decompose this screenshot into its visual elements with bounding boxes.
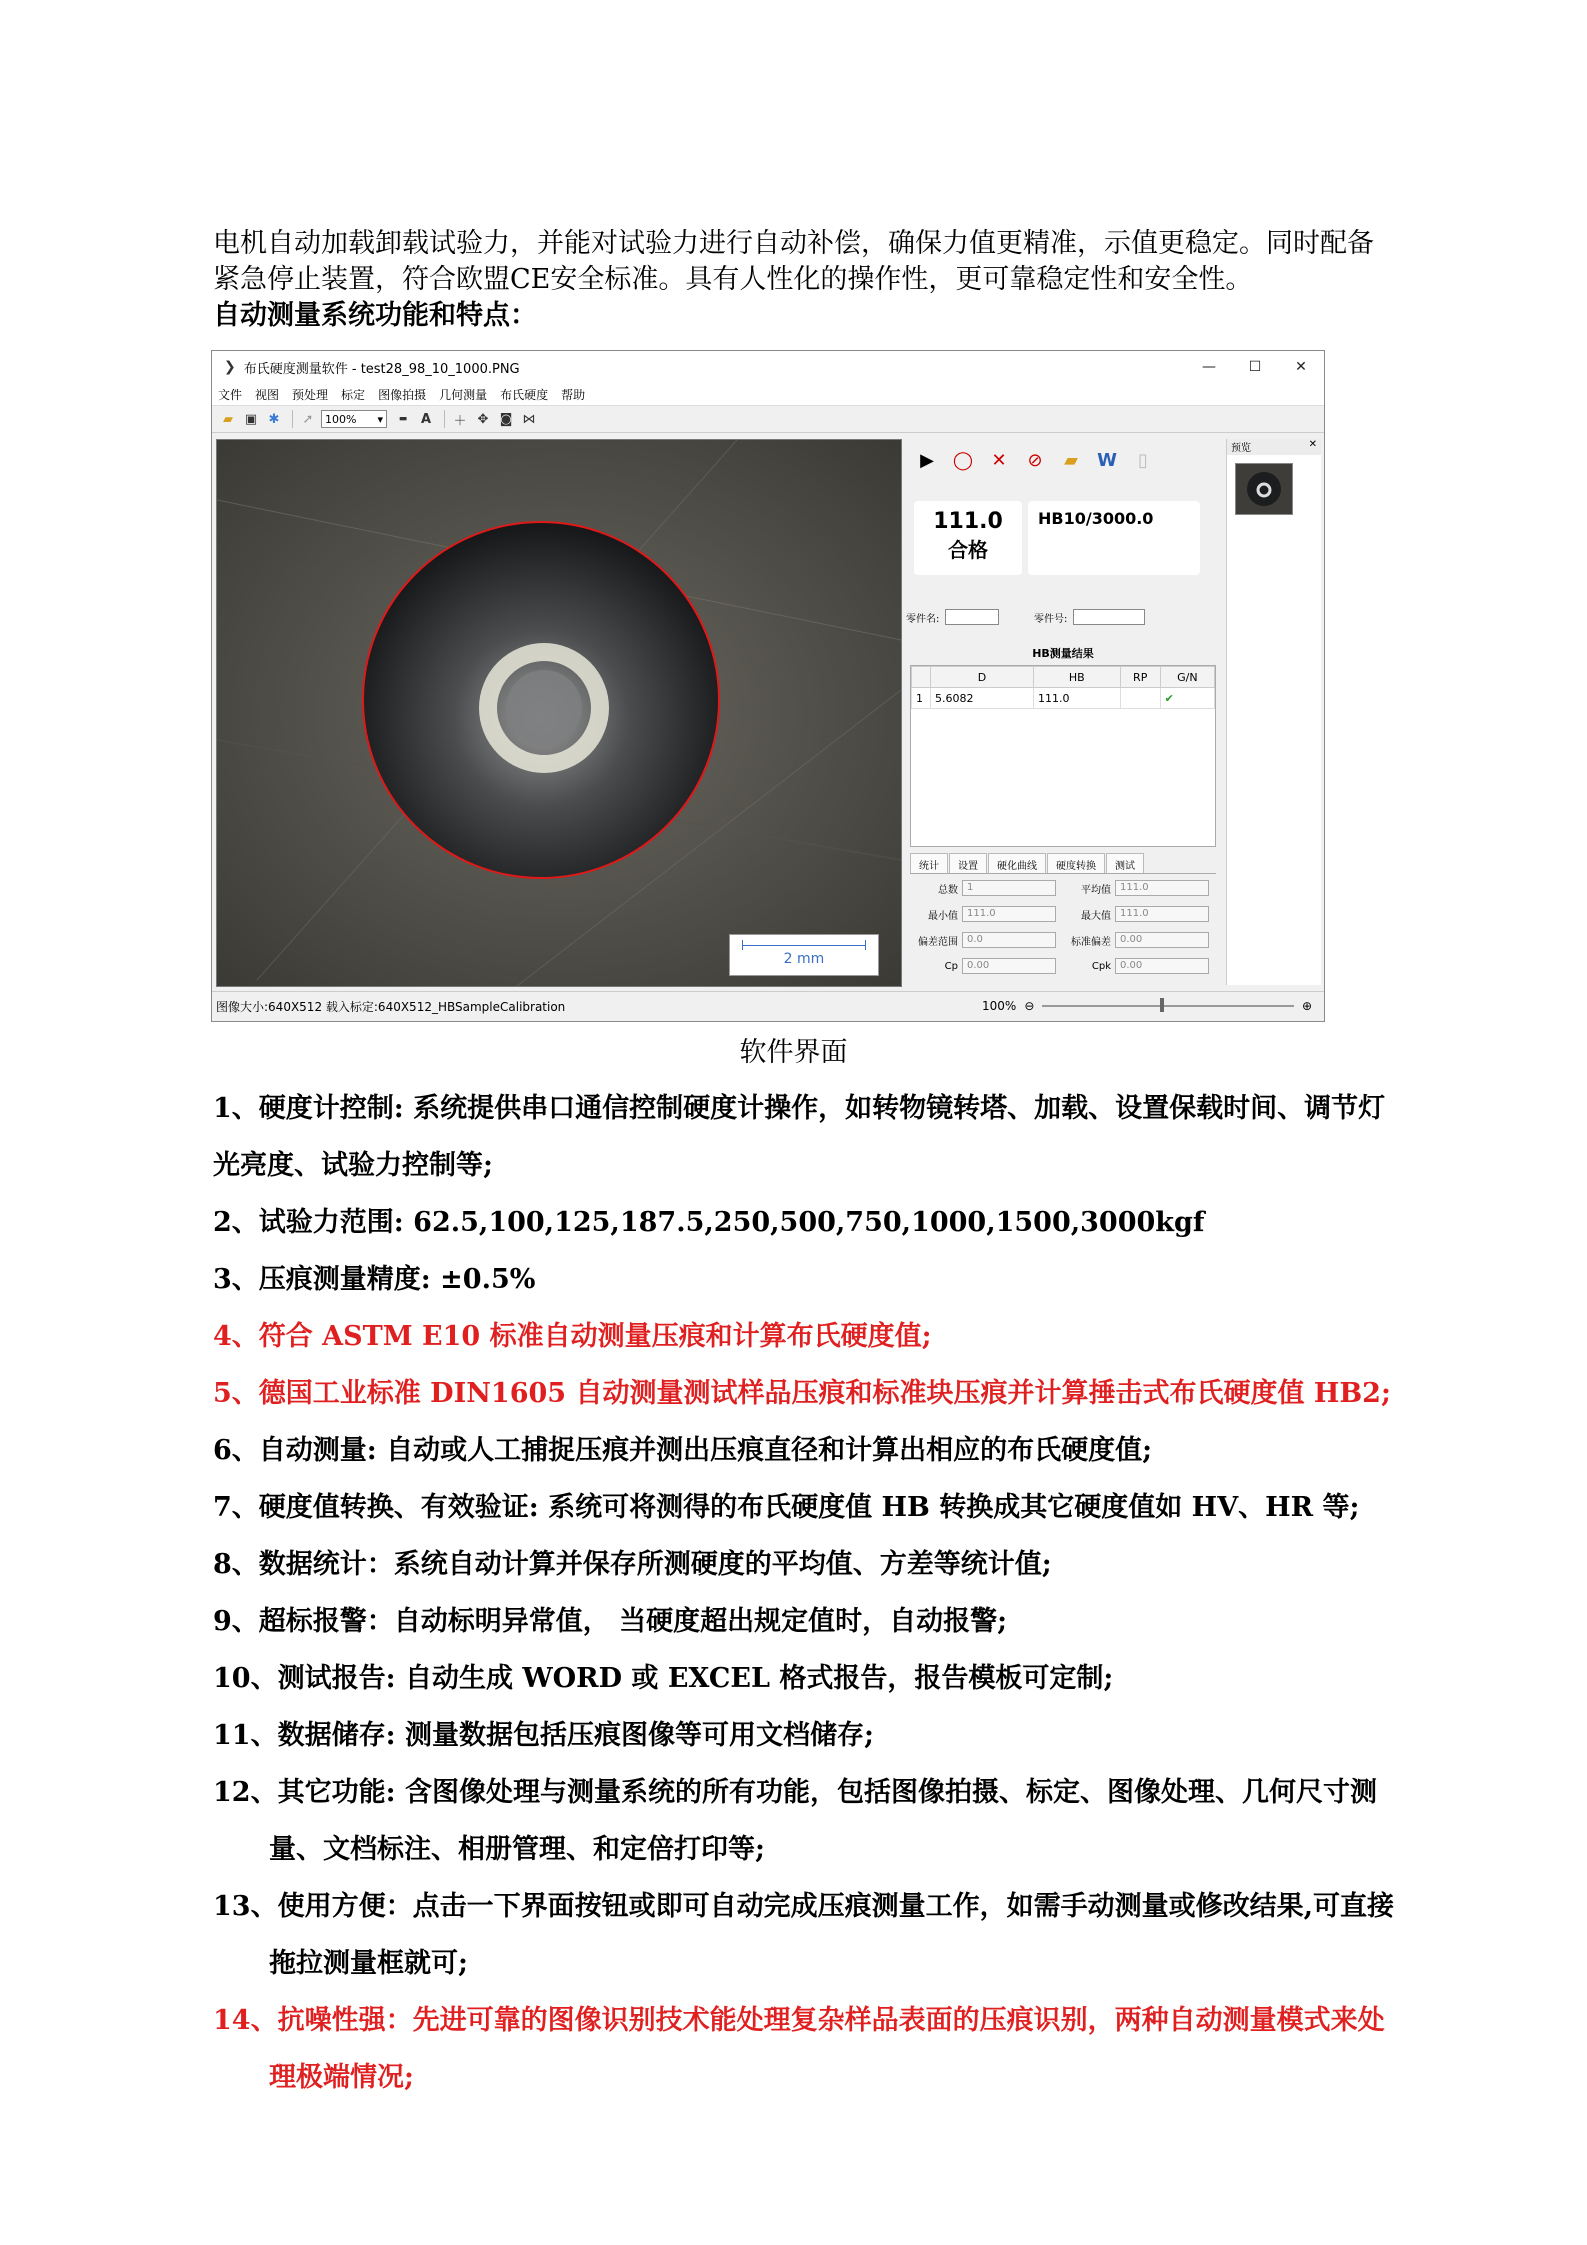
cpk-value: 0.00 bbox=[1115, 958, 1209, 974]
feature-item: 12、其它功能: 含图像处理与测量系统的所有功能，包括图像拍摄、标定、图像处理、几何尺寸测 量、文档标注、相册管理、和定倍打印等; bbox=[213, 1777, 1377, 1865]
row-index: 1 bbox=[912, 688, 931, 709]
col-index bbox=[912, 667, 931, 688]
zoom-in-icon[interactable]: ⊕ bbox=[1301, 999, 1312, 1013]
std-value: 0.00 bbox=[1115, 932, 1209, 948]
title-bar bbox=[212, 351, 1324, 383]
col-gn: G/N bbox=[1160, 667, 1214, 688]
open-file-icon[interactable]: ▰ bbox=[1064, 449, 1078, 471]
toolbar bbox=[212, 405, 1324, 433]
tab-statistics[interactable]: 统计 bbox=[910, 853, 948, 873]
word-report-icon[interactable]: W bbox=[1097, 449, 1117, 471]
menu-help[interactable]: 帮助 bbox=[561, 387, 586, 402]
crosshair-icon[interactable]: ＋ bbox=[453, 413, 467, 429]
results-table bbox=[910, 665, 1216, 847]
scale-label: 2 mm bbox=[783, 951, 825, 967]
cpk-label: Cpk bbox=[1091, 960, 1111, 972]
status-bar bbox=[212, 991, 1324, 1020]
range-value: 0.0 bbox=[962, 932, 1056, 948]
tab-bar bbox=[910, 853, 1216, 874]
intro-line-1: 电机自动加载卸载试验力，并能对试验力进行自动补偿，确保力值更精准，示值更稳定。同时配备 bbox=[213, 228, 1374, 259]
tab-hardening-curve[interactable]: 硬化曲线 bbox=[988, 853, 1046, 873]
col-d: D bbox=[931, 667, 1034, 688]
feature-item: 14、抗噪性强：先进可靠的图像识别技术能处理复杂样品表面的压痕识别，两种自动测量模式来处 理极端情况; bbox=[213, 2005, 1385, 2093]
feature-item: 2、试验力范围: 62.5,100,125,187.5,250,500,750,1000,1500,3000kgf bbox=[213, 1207, 1205, 1238]
save-icon[interactable]: ▣ bbox=[244, 411, 258, 427]
indentation-image bbox=[217, 440, 901, 986]
scale-bar bbox=[729, 934, 879, 976]
thumbnail-panel bbox=[1226, 439, 1321, 985]
part-no-label: 零件号: bbox=[1034, 613, 1068, 625]
min-value: 111.0 bbox=[962, 906, 1056, 922]
app-icon: ❯ bbox=[224, 359, 236, 375]
row-hb: 111.0 bbox=[1033, 688, 1120, 709]
row-d: 5.6082 bbox=[931, 688, 1034, 709]
results-title: HB测量结果 bbox=[1032, 647, 1094, 660]
menu-view[interactable]: 视图 bbox=[255, 387, 280, 402]
check-icon: ✔ bbox=[1160, 688, 1214, 709]
minimize-icon[interactable]: — bbox=[1202, 359, 1216, 375]
text-icon[interactable]: A bbox=[420, 411, 432, 427]
tab-hardness-conversion[interactable]: 硬度转换 bbox=[1047, 853, 1105, 873]
hb-result: 合格 bbox=[948, 538, 988, 562]
figure-caption: 软件界面 bbox=[739, 1037, 848, 1068]
menu-calibrate[interactable]: 标定 bbox=[341, 387, 366, 402]
std-label: 标准偏差 bbox=[1071, 936, 1111, 948]
cp-value: 0.00 bbox=[962, 958, 1056, 974]
close-icon[interactable]: ✕ bbox=[1295, 359, 1307, 375]
menu-capture[interactable]: 图像拍摄 bbox=[378, 387, 427, 402]
pointer-icon[interactable]: ➚ bbox=[302, 411, 314, 427]
zoom-out-icon[interactable]: ⊖ bbox=[1024, 999, 1035, 1013]
statistics-panel bbox=[910, 875, 1216, 979]
delete-icon[interactable]: ✕ bbox=[991, 449, 1007, 471]
result-panel bbox=[904, 439, 1222, 985]
zoom-control bbox=[982, 996, 1312, 1016]
intro-section bbox=[213, 226, 1433, 334]
feature-item: 9、超标报警：自动标明异常值， 当硬度超出规定值时，自动报警; bbox=[213, 1606, 1008, 1637]
feature-list bbox=[213, 1080, 1433, 2106]
menu-geometry[interactable]: 几何测量 bbox=[439, 387, 488, 402]
hb-value: 111.0 bbox=[933, 509, 1003, 534]
max-value: 111.0 bbox=[1115, 906, 1209, 922]
circle-measure-icon[interactable]: ◯ bbox=[952, 449, 974, 471]
section-heading: 自动测量系统功能和特点： bbox=[213, 300, 537, 331]
bowtie-icon[interactable]: ⋈ bbox=[522, 411, 536, 427]
feature-item: 10、测试报告: 自动生成 WORD 或 EXCEL 格式报告，报告模板可定制; bbox=[213, 1663, 1114, 1694]
avg-value: 111.0 bbox=[1115, 880, 1209, 896]
table-row[interactable] bbox=[912, 688, 1215, 709]
software-window bbox=[211, 350, 1325, 1022]
count-label: 总数 bbox=[938, 884, 958, 896]
camera-icon[interactable]: ◙ bbox=[499, 411, 513, 427]
col-rp: RP bbox=[1120, 667, 1160, 688]
part-name-select[interactable] bbox=[945, 609, 999, 625]
feature-item: 3、压痕测量精度: ±0.5% bbox=[213, 1264, 536, 1295]
clear-icon[interactable]: ⊘ bbox=[1027, 449, 1043, 471]
ruler-icon[interactable]: ▬ bbox=[398, 414, 408, 424]
menu-brinell[interactable]: 布氏硬度 bbox=[500, 387, 549, 402]
feature-item: 13、使用方便：点击一下界面按钮或即可自动完成压痕测量工作，如需手动测量或修改结果,可直接 拖拉测量框就可; bbox=[213, 1891, 1394, 1979]
zoom-value: 100% bbox=[325, 412, 357, 426]
feature-item: 7、硬度值转换、有效验证: 系统可将测得的布氏硬度值 HB 转换成其它硬度值如 HV、HR 等; bbox=[213, 1492, 1360, 1523]
hb-standard: HB10/3000.0 bbox=[1028, 501, 1200, 575]
part-name-label: 零件名: bbox=[906, 613, 940, 625]
menu-file[interactable]: 文件 bbox=[218, 387, 243, 402]
open-folder-icon[interactable]: ▰ bbox=[223, 411, 233, 427]
status-zoom: 100% bbox=[982, 999, 1017, 1013]
chevron-down-icon: ▾ bbox=[377, 412, 383, 426]
pin-icon[interactable]: ✕ bbox=[1308, 439, 1317, 450]
zoom-slider[interactable] bbox=[1042, 1005, 1294, 1007]
settings-icon[interactable]: ✱ bbox=[268, 411, 280, 427]
intro-line-2: 紧急停止装置，符合欧盟CE安全标准。具有人性化的操作性，更可靠稳定性和安全性。 bbox=[213, 264, 1253, 295]
image-viewer[interactable] bbox=[216, 439, 902, 987]
video-camera-icon[interactable]: ▶ bbox=[920, 449, 934, 471]
row-rp bbox=[1120, 688, 1160, 709]
zoom-select[interactable] bbox=[321, 410, 387, 428]
thumbnail-panel-label: 预览 bbox=[1231, 443, 1251, 454]
count-value: 1 bbox=[962, 880, 1056, 896]
document-icon[interactable]: ▯ bbox=[1138, 449, 1148, 471]
min-label: 最小值 bbox=[928, 910, 958, 922]
cp-label: Cp bbox=[944, 960, 958, 972]
range-label: 偏差范围 bbox=[918, 936, 958, 948]
part-no-input[interactable] bbox=[1073, 609, 1145, 625]
tab-test[interactable]: 测试 bbox=[1106, 853, 1144, 873]
menu-preprocess[interactable]: 预处理 bbox=[292, 387, 329, 402]
feature-item: 6、自动测量: 自动或人工捕捉压痕并测出压痕直径和计算出相应的布氏硬度值; bbox=[213, 1435, 1153, 1466]
feature-item: 11、数据储存: 测量数据包括压痕图像等可用文档储存; bbox=[213, 1720, 874, 1751]
maximize-icon[interactable]: ☐ bbox=[1248, 359, 1262, 375]
hb-value-box bbox=[914, 501, 1022, 575]
max-label: 最大值 bbox=[1081, 910, 1111, 922]
feature-item: 5、德国工业标准 DIN1605 自动测量测试样品压痕和标准块压痕并计算捶击式布氏硬度值 HB2; bbox=[213, 1378, 1391, 1409]
move-icon[interactable]: ✥ bbox=[477, 411, 489, 427]
feature-item: 8、数据统计：系统自动计算并保存所测硬度的平均值、方差等统计值; bbox=[213, 1549, 1052, 1580]
tab-settings[interactable]: 设置 bbox=[949, 853, 987, 873]
window-title: 布氏硬度测量软件 - test28_98_10_1000.PNG bbox=[243, 361, 520, 377]
status-text: 图像大小:640X512 载入标定:640X512_HBSampleCalibration bbox=[216, 999, 566, 1014]
avg-label: 平均值 bbox=[1081, 884, 1111, 896]
image-thumbnail[interactable] bbox=[1235, 463, 1293, 515]
feature-item: 4、符合 ASTM E10 标准自动测量压痕和计算布氏硬度值; bbox=[213, 1321, 932, 1352]
col-hb: HB bbox=[1033, 667, 1120, 688]
menu-bar bbox=[212, 383, 1324, 405]
feature-item: 1、硬度计控制: 系统提供串口通信控制硬度计操作，如转物镜转塔、加载、设置保载时间、调节灯 光亮度、试验力控制等; bbox=[213, 1093, 1386, 1181]
